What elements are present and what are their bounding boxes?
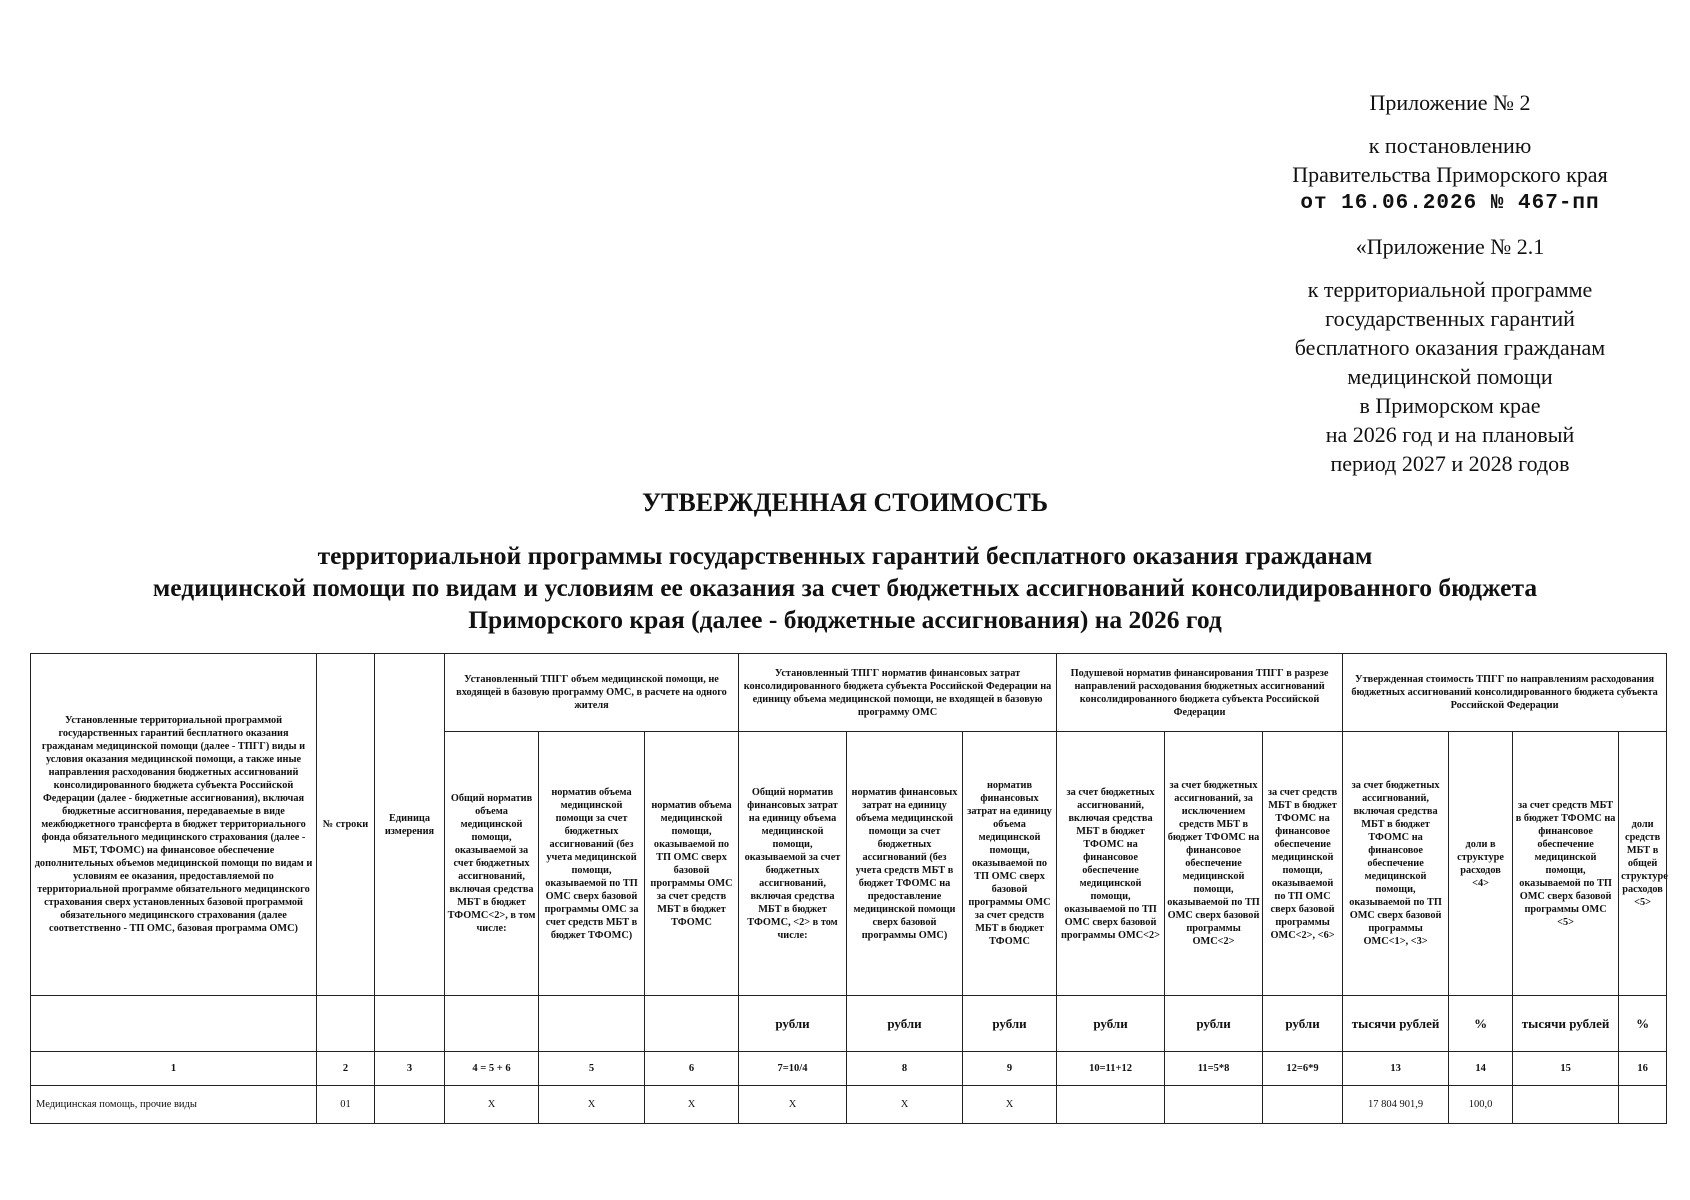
column-number: 10=11+12: [1057, 1052, 1165, 1086]
column-number: 8: [847, 1052, 963, 1086]
column-number: 7=10/4: [739, 1052, 847, 1086]
table-row: [31, 1086, 1667, 1124]
appendix-line: период 2027 и 2028 годов: [1330, 451, 1570, 476]
subtitle-line: Приморского края (далее - бюджетные ассигнования) на 2026 год: [468, 605, 1222, 634]
appendix-line: бесплатного оказания гражданам: [1294, 335, 1606, 360]
subheader-cell: доли в структуре расходов <4>: [1449, 732, 1513, 996]
unit-cell: [31, 996, 317, 1052]
unit-cell: рубли: [963, 996, 1057, 1052]
subheader-cell: норматив финансовых затрат на единицу объема медицинской помощи, оказываемой по ТП ОМС сверх базовой программы ОМС за счет средств МБТ в бюджет ТФОМС: [963, 732, 1057, 996]
subtitle-line: территориальной программы государственных гарантий бесплатного оказания гражданам: [317, 541, 1373, 570]
row-cell: [1619, 1086, 1667, 1124]
unit-cell: [375, 996, 445, 1052]
column-number: 11=5*8: [1165, 1052, 1263, 1086]
row-cell: [1513, 1086, 1619, 1124]
column-number: 14: [1449, 1052, 1513, 1086]
subheader-cell: за счет бюджетных ассигнований, за исключением средств МБТ в бюджет ТФОМС на финансовое обеспечение медицинской помощи, оказываемой по ТП ОМС сверх базовой программы ОМС<2>: [1165, 732, 1263, 996]
header-group3: Подушевой норматив финансирования ТПГГ в разрезе направлений расходования бюджетных ассигнований консолидированного бюджета субъекта Российской Федерации: [1057, 654, 1343, 732]
unit-cell: рубли: [1263, 996, 1343, 1052]
row-cell: [1263, 1086, 1343, 1124]
unit-cell: [317, 996, 375, 1052]
subheader-cell: норматив объема медицинской помощи за счет бюджетных ассигнований (без учета медицинской помощи, оказываемой по ТП ОМС сверх базовой программы ОМС за счет средств МБТ в бюджет ТФОМС): [539, 732, 645, 996]
subheader-cell: за счет средств МБТ в бюджет ТФОМС на финансовое обеспечение медицинской помощи, оказываемой по ТП ОМС сверх базовой программы ОМС <5>: [1513, 732, 1619, 996]
column-number: 12=6*9: [1263, 1052, 1343, 1086]
appendix-title: Приложение № 2: [1369, 90, 1531, 115]
appendix-line: к территориальной программе: [1307, 277, 1593, 302]
row-cell: 17 804 901,9: [1343, 1086, 1449, 1124]
subheader-cell: норматив объема медицинской помощи, оказываемой по ТП ОМС сверх базовой программы ОМС за счет средств МБТ в бюджет ТФОМС: [645, 732, 739, 996]
header-col2: № строки: [317, 654, 375, 996]
header-group2: Установленный ТПГГ норматив финансовых затрат консолидированного бюджета субъекта Российской Федерации на единицу объема медицинской помощи, не входящей в базовую программу ОМС: [739, 654, 1057, 732]
units-row: [31, 996, 1667, 1052]
subtitle-line: медицинской помощи по видам и условиям ее оказания за счет бюджетных ассигнований консолидированного бюджета: [152, 573, 1538, 602]
row-cell: Х: [739, 1086, 847, 1124]
unit-cell: тысячи рублей: [1513, 996, 1619, 1052]
subheader-cell: норматив финансовых затрат на единицу объема медицинской помощи за счет бюджетных ассигнований (без учета средств МБТ в бюджет ТФОМС на предоставление медицинской помощи сверх базовой программы ОМС): [847, 732, 963, 996]
column-number: 5: [539, 1052, 645, 1086]
unit-cell: %: [1449, 996, 1513, 1052]
subheader-cell: за счет средств МБТ в бюджет ТФОМС на финансовое обеспечение медицинской помощи, оказываемой по ТП ОМС сверх базовой программы ОМС<2>, <6>: [1263, 732, 1343, 996]
column-number: 1: [31, 1052, 317, 1086]
subheader-cell: доли средств МБТ в общей структуре расходов <5>: [1619, 732, 1667, 996]
header-col1: Установленные территориальной программой государственных гарантий бесплатного оказания гражданам медицинской помощи (далее - ТПГГ) виды и условия оказания медицинской помощи, а также иные направления расходования бюджетных ассигнований консолидированного бюджета субъекта Российской Федерации (далее - бюджетные ассигнования), включая бюджетные ассигнования, передаваемые в виде межбюджетного трансферта в бюджет территориального фонда обязательного медицинского страхования (далее - МБТ, ТФОМС) на финансовое обеспечение дополнительных объемов медицинской помощи по видам и условиям ее оказания, предоставляемой по территориальной программе обязательного медицинского страхования сверх установленных базовой программой обязательного медицинского страхования (далее соответственно - ТП ОМС, базовая программа ОМС): [31, 654, 317, 996]
row-cell: Х: [539, 1086, 645, 1124]
row-cell: Х: [445, 1086, 539, 1124]
row-cell: 01: [317, 1086, 375, 1124]
subheader-cell: Общий норматив финансовых затрат на единицу объема медицинской помощи, оказываемой за счет бюджетных ассигнований, включая средства МБТ в бюджет ТФОМС, <2> в том числе:: [739, 732, 847, 996]
unit-cell: тысячи рублей: [1343, 996, 1449, 1052]
column-number: 2: [317, 1052, 375, 1086]
appendix-subtitle: «Приложение № 2.1: [1355, 234, 1545, 259]
row-cell: Х: [963, 1086, 1057, 1124]
unit-cell: %: [1619, 996, 1667, 1052]
header-group1: Установленный ТПГГ объем медицинской помощи, не входящей в базовую программу ОМС, в расчете на одного жителя: [445, 654, 739, 732]
subheader-cell: за счет бюджетных ассигнований, включая средства МБТ в бюджет ТФОМС на финансовое обеспечение медицинской помощи, оказываемой по ТП ОМС сверх базовой программы ОМС<1>, <3>: [1343, 732, 1449, 996]
column-number: 16: [1619, 1052, 1667, 1086]
subheader-cell: за счет бюджетных ассигнований, включая средства МБТ в бюджет ТФОМС на финансовое обеспечение медицинской помощи, оказываемой по ТП ОМС сверх базовой программы ОМС<2>: [1057, 732, 1165, 996]
unit-cell: [539, 996, 645, 1052]
appendix-line: к постановлению: [1368, 133, 1532, 158]
row-label: Медицинская помощь, прочие виды: [31, 1086, 317, 1124]
row-cell: [1057, 1086, 1165, 1124]
unit-cell: рубли: [739, 996, 847, 1052]
document-subtitle: [40, 540, 1650, 636]
subheader-cell: Общий норматив объема медицинской помощи, оказываемой за счет бюджетных ассигнований, включая средства МБТ в бюджет ТФОМС<2>, в том числе:: [445, 732, 539, 996]
header-row-groups: [31, 654, 1667, 732]
appendix-line: на 2026 год и на плановый: [1325, 422, 1575, 447]
appendix-line: государственных гарантий: [1325, 306, 1575, 331]
row-cell: Х: [645, 1086, 739, 1124]
column-numbers-row: [31, 1052, 1667, 1086]
row-cell: 100,0: [1449, 1086, 1513, 1124]
column-number: 3: [375, 1052, 445, 1086]
header-group4: Утвержденная стоимость ТПГГ по направлениям расходования бюджетных ассигнований консолидированного бюджета субъекта Российской Федерации: [1343, 654, 1667, 732]
column-number: 13: [1343, 1052, 1449, 1086]
document-title: УТВЕРЖДЕННАЯ СТОИМОСТЬ: [641, 488, 1049, 517]
appendix-line: медицинской помощи: [1347, 364, 1553, 389]
header-col3: Единица измерения: [375, 654, 445, 996]
appendix-line: в Приморском крае: [1359, 393, 1541, 418]
cost-table: [30, 653, 1667, 1124]
appendix-line: Правительства Приморского края: [1292, 162, 1608, 187]
unit-cell: [445, 996, 539, 1052]
column-number: 9: [963, 1052, 1057, 1086]
unit-cell: рубли: [1165, 996, 1263, 1052]
decree-number: от 16.06.2026 № 467-пп: [1300, 192, 1600, 215]
unit-cell: [645, 996, 739, 1052]
appendix-block: [1240, 88, 1660, 478]
column-number: 6: [645, 1052, 739, 1086]
unit-cell: рубли: [1057, 996, 1165, 1052]
column-number: 4 = 5 + 6: [445, 1052, 539, 1086]
row-cell: Х: [847, 1086, 963, 1124]
row-cell: [375, 1086, 445, 1124]
unit-cell: рубли: [847, 996, 963, 1052]
column-number: 15: [1513, 1052, 1619, 1086]
row-cell: [1165, 1086, 1263, 1124]
